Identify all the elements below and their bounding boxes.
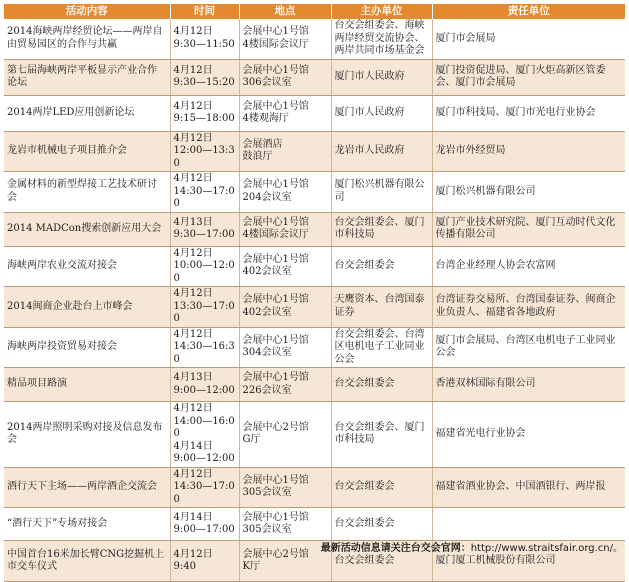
cell-time: [170, 541, 239, 582]
table-row: [4, 287, 625, 328]
cell-venue-line: 会展中心1号馆: [242, 474, 309, 486]
cell-time-line: 4月12日: [173, 173, 213, 184]
cell-time-line: 13:30—17:00: [173, 300, 235, 324]
cell-time: [170, 402, 239, 468]
cell-time: [170, 467, 239, 508]
cell-time-line: 14:00—16:00: [173, 415, 235, 439]
table-header-row: [4, 4, 625, 19]
cell-venue-line: 4楼观海厅: [242, 113, 289, 124]
cell-time: [170, 368, 239, 402]
cell-time-line: 4月12日: [173, 132, 213, 144]
cell-host: 台交会组委会: [331, 541, 432, 582]
cell-venue-line: 会展中心1号馆: [242, 294, 309, 306]
cell-venue-line: 鼓浪厅: [242, 151, 273, 163]
cell-host: 厦门松兴机器有限公司: [331, 172, 432, 213]
header-host: 主办单位: [331, 4, 432, 19]
cell-time-line: 4月12日: [173, 403, 213, 414]
header-time: 时间: [170, 4, 239, 19]
header-event: 活动内容: [4, 4, 170, 19]
table-row: [4, 95, 625, 131]
cell-venue-line: G厅: [242, 434, 261, 446]
cell-venue: [239, 19, 331, 59]
cell-host: 厦门市人民政府: [331, 95, 432, 131]
cell-responsible: 福建省酒业协会、中国酒银行、两岸报: [432, 467, 625, 508]
cell-venue-line: K厅: [242, 561, 260, 572]
cell-time-line: 9:30—15:20: [173, 77, 235, 88]
cell-host: 龙岩市人民政府: [331, 131, 432, 172]
cell-responsible: 厦门产业技术研究院、厦门互动时代文化传播有限公司: [432, 212, 625, 246]
cell-venue-line: 会展中心2号馆: [242, 548, 309, 560]
cell-responsible: 龙岩市外经贸局: [432, 131, 625, 172]
cell-time-line: 9:30—17:00: [173, 229, 235, 240]
cell-venue: [239, 287, 331, 328]
cell-time-line: 9:00—17:00: [173, 524, 235, 535]
cell-venue-line: 305会议室: [242, 487, 292, 499]
cell-venue-line: 402会议室: [242, 266, 292, 278]
cell-event: 海峡两岸农业交流对接会: [4, 246, 170, 287]
cell-event: 2014两岸照明采购对接及信息发布会: [4, 402, 170, 468]
cell-venue-line: 会展中心1号馆: [242, 216, 309, 228]
cell-venue: [239, 508, 331, 541]
cell-time-line: 4月12日: [173, 548, 213, 560]
cell-time-line: 14:30—17:00: [173, 185, 235, 209]
cell-responsible: 厦门市科技局、厦门市光电行业协会: [432, 95, 625, 131]
table-row: [4, 131, 625, 172]
cell-event: 2014海峡两岸经贸论坛——两岸自由贸易园区的合作与共赢: [4, 19, 170, 59]
table-row: [4, 59, 625, 95]
cell-venue: [239, 59, 331, 95]
cell-time-line: 4月12日: [173, 288, 213, 299]
cell-time-line: 14:30—16:30: [173, 341, 235, 365]
cell-time: [170, 508, 239, 541]
table-row: [4, 467, 625, 508]
cell-venue-line: 会展中心1号馆: [242, 100, 309, 112]
cell-event: “酒行天下”专场对接会: [4, 508, 170, 541]
cell-event: 海峡两岸投资贸易对接会: [4, 327, 170, 368]
cell-time-line: 12:00—13:30: [173, 145, 235, 169]
cell-event: 2014闽商企业赴台上市峰会: [4, 287, 170, 328]
table-row: [4, 402, 625, 468]
cell-time-line: 9:15—18:00: [173, 113, 235, 124]
header-venue: 地点: [239, 4, 331, 19]
cell-venue: [239, 541, 331, 582]
table-row: [4, 508, 625, 541]
cell-responsible: 台湾证券交易所、台湾国泰证券、闽商企业负责人、福建省各地政府: [432, 287, 625, 328]
cell-responsible: 厦门市会展局、台湾区电机电子工业同业公会: [432, 327, 625, 368]
cell-time: [170, 246, 239, 287]
cell-event: 中国首台16米加长臂CNG挖掘机上市交车仪式: [4, 541, 170, 582]
cell-venue-line: 会展中心1号馆: [242, 511, 309, 523]
cell-time-line: 4月12日: [173, 247, 213, 259]
cell-venue: [239, 368, 331, 402]
cell-time-line: 4月12日: [173, 328, 213, 340]
cell-venue: [239, 327, 331, 368]
cell-host: 台交会组委会、厦门市科技局: [331, 402, 432, 468]
table-row: [4, 327, 625, 368]
cell-venue-line: 305会议室: [242, 524, 292, 535]
cell-time-line: 4月14日: [173, 440, 213, 452]
cell-event: 2014 MADCon搜索创新应用大会: [4, 212, 170, 246]
cell-time: [170, 131, 239, 172]
cell-event: 第七届海峡两岸平板显示产业合作论坛: [4, 59, 170, 95]
cell-responsible: 厦门投资促进局、厦门火炬高新区管委会、厦门市会展局: [432, 59, 625, 95]
cell-event: 精品项目路演: [4, 368, 170, 402]
cell-event: 2014两岸LED应用创新论坛: [4, 95, 170, 131]
cell-time-line: 4月12日: [173, 100, 213, 112]
cell-venue-line: 会展中心1号馆: [242, 372, 309, 383]
cell-venue-line: 304会议室: [242, 347, 292, 359]
cell-responsible: 香港双林国际有限公司: [432, 368, 625, 402]
cell-responsible: 福建省光电行业协会: [432, 402, 625, 468]
cell-time-line: 4月14日: [173, 511, 213, 523]
cell-time: [170, 59, 239, 95]
cell-time: [170, 212, 239, 246]
cell-time-line: 9:00—12:00: [173, 453, 235, 464]
cell-host: 天鹰资本、台湾国泰证券: [331, 287, 432, 328]
cell-time-line: 10:00—12:00: [173, 260, 235, 284]
cell-time: [170, 95, 239, 131]
cell-host: 台交会组委会、台湾区电机电子工业同业公会: [331, 327, 432, 368]
cell-time-line: 4月13日: [173, 372, 213, 383]
cell-venue-line: 306会议室: [242, 77, 292, 88]
cell-venue: [239, 246, 331, 287]
footer-note: [321, 539, 623, 554]
header-responsible: 责任单位: [432, 4, 625, 19]
cell-venue-line: 会展中心1号馆: [242, 253, 309, 265]
cell-host: 台交会组委会: [331, 508, 432, 541]
cell-responsible: 厦门松兴机器有限公司: [432, 172, 625, 213]
table-row: [4, 368, 625, 402]
cell-event: 金属材料的新型焊接工艺技术研讨会: [4, 172, 170, 213]
cell-time-line: 4月13日: [173, 216, 213, 228]
cell-time-line: 9:40: [173, 561, 196, 572]
table-row: [4, 246, 625, 287]
cell-time-line: 4月12日: [173, 64, 213, 76]
cell-venue-line: 会展中心1号馆: [242, 64, 309, 76]
cell-venue-line: 4楼国际会议厅: [242, 38, 309, 50]
cell-venue: [239, 467, 331, 508]
cell-responsible: 厦门厦工机械股份有限公司: [432, 541, 625, 582]
cell-venue-line: 会展酒店: [242, 138, 283, 150]
cell-venue: [239, 172, 331, 213]
cell-time: [170, 172, 239, 213]
cell-time-line: 4月12日: [173, 26, 213, 38]
cell-time-line: 9:00—12:00: [173, 384, 235, 396]
cell-time-line: 4月12日: [173, 468, 213, 480]
cell-venue-line: 4楼国际会议厅: [242, 229, 309, 240]
cell-time: [170, 287, 239, 328]
table-body: [4, 19, 625, 582]
table-row: [4, 212, 625, 246]
cell-host: 台交会组委会、海峡两岸经贸交流协会、两岸共同市场基金会: [331, 19, 432, 59]
cell-venue-line: 会展中心1号馆: [242, 26, 309, 38]
cell-event: 龙岩市机械电子项目推介会: [4, 131, 170, 172]
cell-host: 台交会组委会: [331, 467, 432, 508]
cell-venue-line: 226会议室: [242, 384, 292, 396]
cell-host: 台交会组委会、厦门市科技局: [331, 212, 432, 246]
cell-time: [170, 327, 239, 368]
event-schedule-table: [4, 4, 625, 582]
cell-event: 酒行天下主场——两岸酒企交流会: [4, 467, 170, 508]
table-row: [4, 19, 625, 59]
website-link[interactable]: http://www.straitsfair.org.cn/。: [470, 543, 623, 554]
cell-venue-line: 会展中心1号馆: [242, 179, 309, 191]
cell-venue: [239, 131, 331, 172]
cell-responsible: 台湾企业经理人协会农富网: [432, 246, 625, 287]
cell-time-line: 14:30—17:00: [173, 481, 235, 505]
cell-venue-line: 会展中心2号馆: [242, 421, 309, 433]
cell-venue: [239, 402, 331, 468]
cell-venue-line: 402会议室: [242, 306, 292, 318]
cell-host: 台交会组委会: [331, 368, 432, 402]
cell-time: [170, 19, 239, 59]
cell-responsible: [432, 508, 625, 541]
cell-venue-line: 204会议室: [242, 191, 292, 203]
cell-venue-line: 会展中心1号馆: [242, 334, 309, 346]
cell-host: 台交会组委会: [331, 246, 432, 287]
cell-venue: [239, 95, 331, 131]
table-row: [4, 172, 625, 213]
footer-label: 最新活动信息请关注台交会官网：: [320, 543, 471, 554]
cell-responsible: 厦门市会展局: [432, 19, 625, 59]
cell-host: 厦门市人民政府: [331, 59, 432, 95]
cell-venue: [239, 212, 331, 246]
cell-time-line: 9:30—11:50: [173, 38, 235, 50]
